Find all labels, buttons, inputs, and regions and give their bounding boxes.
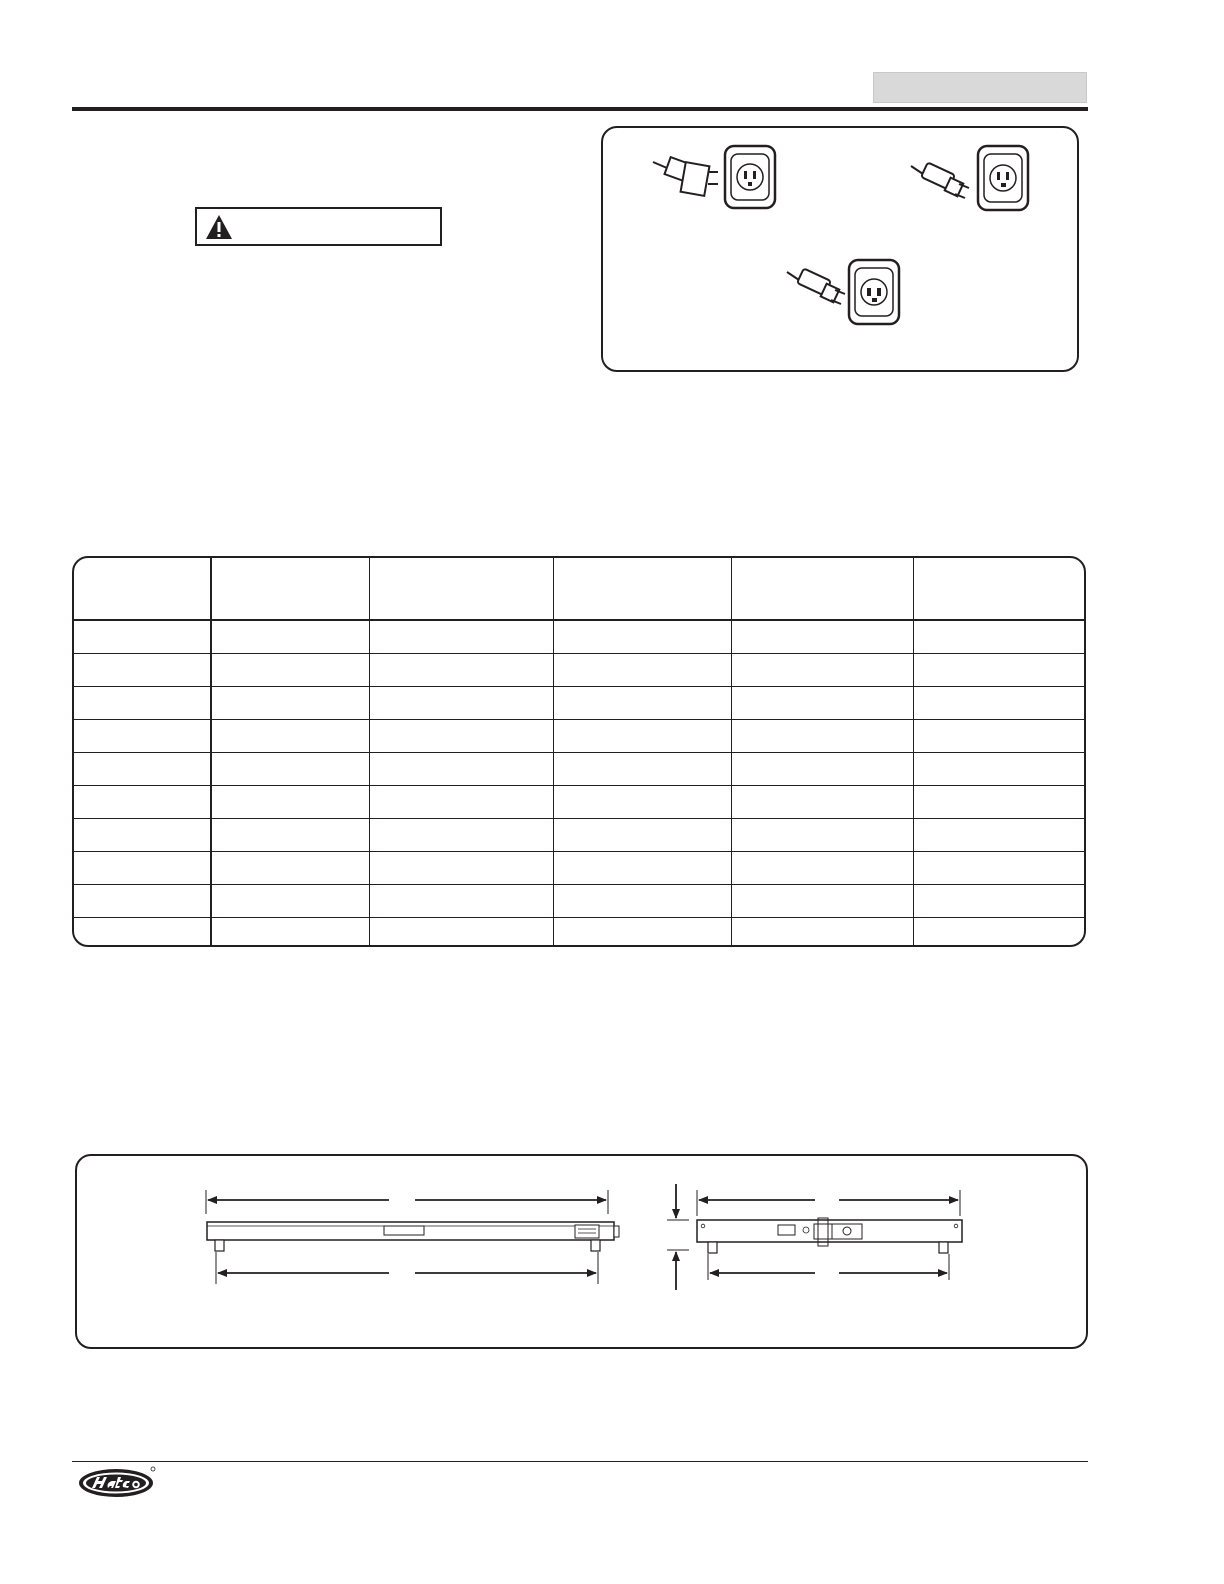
outlet-icon — [849, 260, 899, 324]
table-row — [74, 687, 1084, 720]
table-cell — [211, 558, 369, 620]
table-cell — [913, 558, 1084, 620]
plug-configurations-figure — [601, 126, 1079, 372]
warning-triangle-icon — [205, 214, 233, 240]
table-cell — [74, 558, 211, 620]
plug-icon — [653, 157, 718, 196]
table-row — [74, 819, 1084, 852]
footer-rule — [72, 1461, 1088, 1462]
outlet-icon — [725, 146, 775, 208]
table-row — [74, 885, 1084, 918]
plug-illustrations — [603, 128, 1076, 369]
table-cell — [369, 558, 553, 620]
outlet-icon — [978, 146, 1028, 210]
table-row — [74, 918, 1084, 948]
header-rule — [72, 107, 1088, 111]
side-view-drawing — [667, 1184, 962, 1290]
plug-icon — [911, 162, 969, 198]
table-cell — [731, 558, 913, 620]
spec-table-grid — [74, 558, 1084, 947]
table-row — [74, 852, 1084, 885]
header-tab — [873, 72, 1087, 103]
dimension-drawings — [77, 1156, 1085, 1346]
warning-label — [195, 207, 442, 246]
plug-icon — [787, 268, 845, 304]
table-row — [74, 654, 1084, 687]
table-row — [74, 786, 1084, 819]
dimensions-figure — [75, 1154, 1088, 1349]
front-view-drawing — [206, 1190, 619, 1284]
table-header-row — [74, 558, 1084, 620]
table-row — [74, 620, 1084, 654]
table-row — [74, 720, 1084, 753]
hatco-logo — [78, 1465, 156, 1499]
table-cell — [553, 558, 731, 620]
table-row — [74, 753, 1084, 786]
specification-table — [72, 556, 1086, 947]
